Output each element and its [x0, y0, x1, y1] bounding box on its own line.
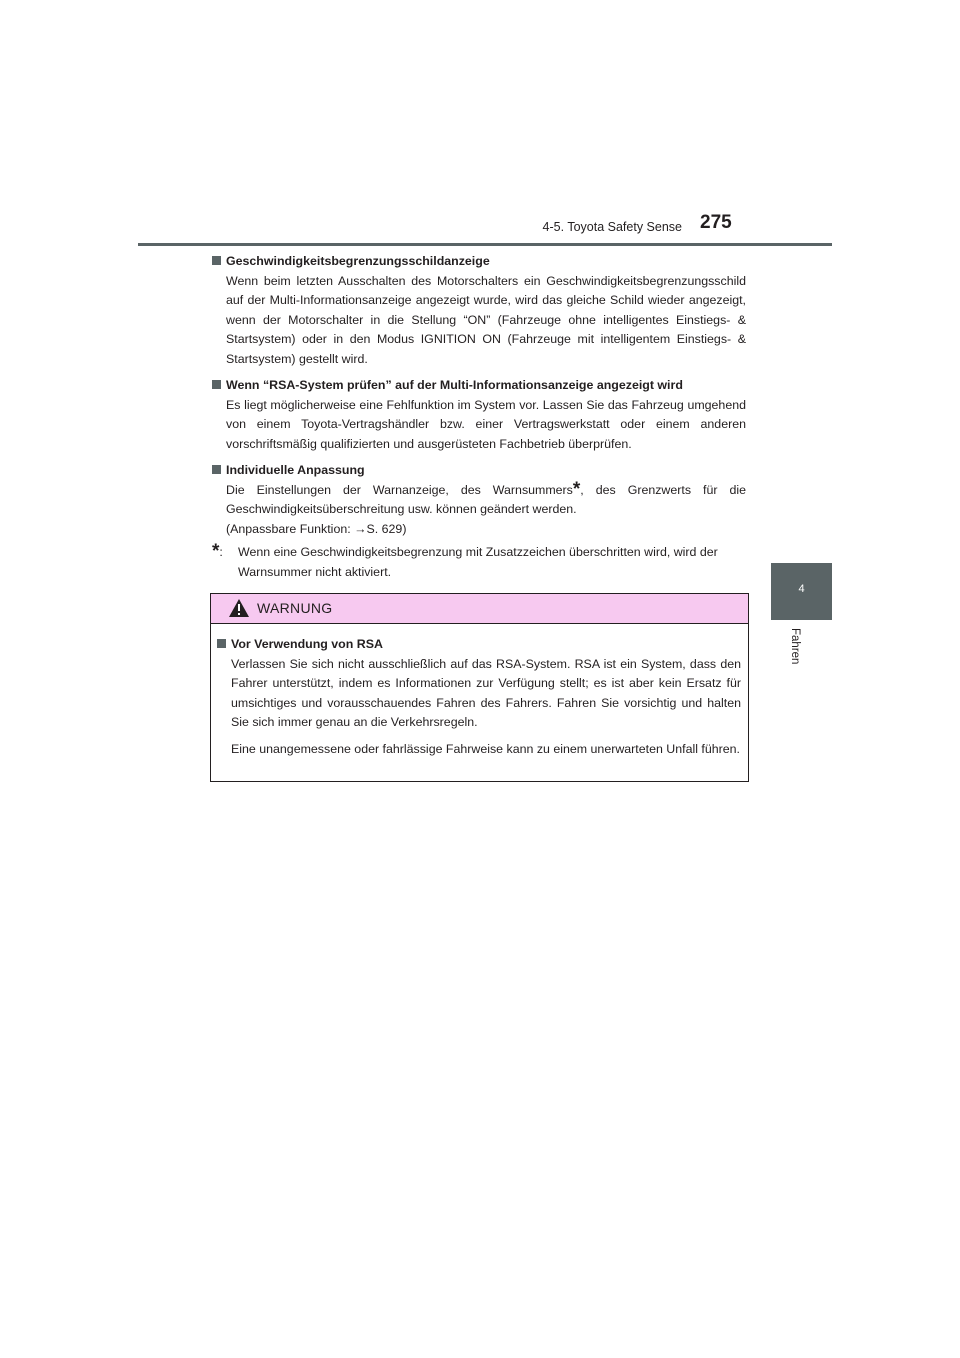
section-body: Die Einstellungen der Warnanzeige, des Warnsummers*, des Grenzwerts für die Geschwindigkeitsüberschreitung usw. können geändert werden.: [226, 478, 747, 516]
page-number: 275: [700, 212, 732, 233]
header-divider: [138, 243, 832, 246]
running-header-section: 4-5. Toyota Safety Sense: [542, 220, 682, 234]
warning-paragraph: Verlassen Sie sich nicht ausschließlich auf das RSA-System. RSA ist ein System, dass den Fahrer unterstützt, indem es Informationen zur Verfügung stellt; es ist aber kein Ersatz für umsichtiges und vorausschauendes Fahren des Fahrers. Fahren Sie vorsichtig und halten Sie sich immer genau an die Verkehrsregeln.: [231, 656, 741, 729]
section-check-rsa-system: [212, 376, 746, 454]
footnote: [212, 543, 746, 582]
section-heading: Wenn “RSA-System prüfen” auf der Multi-Informationsanzeige angezeigt wird: [226, 378, 683, 392]
warning-body: [217, 635, 741, 766]
warning-triangle-icon: [228, 598, 250, 618]
cross-reference: (Anpassbare Funktion: →S. 629): [226, 521, 407, 536]
section-speed-limit-display: [212, 252, 746, 369]
section-body: Es liegt möglicherweise eine Fehlfunktion im System vor. Lassen Sie das Fahrzeug umgehend von einem Toyota-Vertragshändler bzw. einer Vertragswerkstatt oder einem anderen vorschriftsmäßig qualifizierten und ausgerüsteten Fachbetrieb überprüfen.: [226, 397, 746, 451]
warning-paragraph: Eine unangemessene oder fahrlässige Fahrweise kann zu einem unerwarteten Unfall führen.: [231, 741, 741, 756]
section-body: Wenn beim letzten Ausschalten des Motorschalters ein Geschwindigkeitsbegrenzungsschild auf der Multi-Informationsanzeige angezeigt wurde, wird das gleiche Schild wieder angezeigt, wenn der Motorschalter in die Stellung “ON” (Fahrzeuge ohne intelligentes Einstiegs- & Startsystem) oder in den Modus IGNITION ON (Fahrzeuge mit intelligentem Einstiegs- & Startsystem) gestellt wird.: [226, 273, 746, 366]
square-bullet-icon: [212, 256, 221, 265]
warning-title: WARNUNG: [257, 600, 333, 616]
footnote-star-mark: *: [572, 478, 581, 500]
chapter-tab: [771, 563, 832, 620]
square-bullet-icon: [212, 380, 221, 389]
main-content: [212, 252, 746, 582]
footnote-text: Wenn eine Geschwindigkeitsbegrenzung mit Zusatzzeichen überschritten wird, wird der Warnsummer nicht aktiviert.: [238, 545, 718, 579]
footnote-mark: *:: [212, 541, 223, 562]
warning-header: [211, 594, 748, 624]
section-heading: Geschwindigkeitsbegrenzungsschildanzeige: [226, 254, 490, 268]
warning-heading: Vor Verwendung von RSA: [231, 637, 383, 651]
chapter-label-text: Fahren: [789, 628, 801, 665]
chapter-label: [789, 622, 809, 682]
square-bullet-icon: [212, 465, 221, 474]
warning-box: [210, 593, 749, 782]
chapter-number: 4: [798, 583, 805, 595]
square-bullet-icon: [217, 639, 226, 648]
section-heading: Individuelle Anpassung: [226, 463, 365, 477]
section-customization: [212, 461, 746, 539]
